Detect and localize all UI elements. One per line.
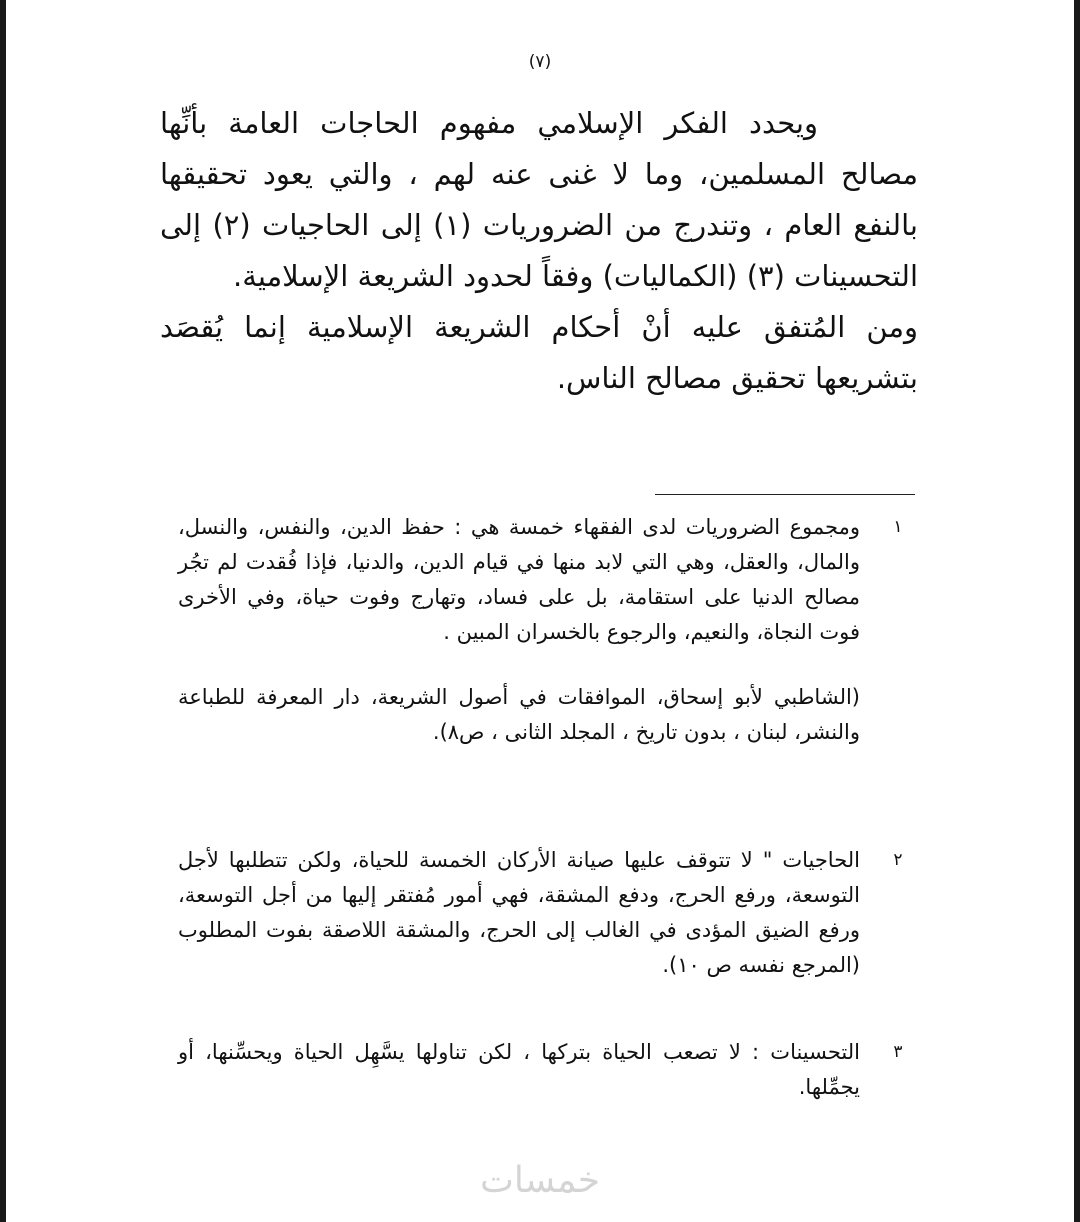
- footnote-text: الحاجيات " لا تتوقف عليها صيانة الأركان الخمسة للحياة، ولكن تتطلبها لأجل التوسعة، ورفع الحرج، ودفع المشقة، فهي أمور مُفتقر إليها من أجل التوسعة، ورفع الضيق المؤدى في الغالب إلى الحرج، والمشقة اللاصقة بفوت المطلوب (المرجع نفسه ص ١٠).: [178, 848, 860, 977]
- main-paragraph: ومن المُتفق عليه أنْ أحكام الشريعة الإسلامية إنما يُقصَد بتشريعها تحقيق مصالح الناس.: [160, 310, 918, 395]
- footnote-body: [178, 510, 860, 750]
- footnote-text: التحسينات : لا تصعب الحياة بتركها ، لكن تناولها يسَّهِل الحياة ويحسِّنها، أو يجمِّلها.: [178, 1040, 860, 1099]
- footnote-body: [178, 843, 860, 983]
- footnote-number: ٣: [893, 1042, 903, 1062]
- footnote-number: ٢: [893, 850, 903, 870]
- footnote-citation: (الشاطبي لأبو إسحاق، الموافقات في أصول الشريعة، دار المعرفة للطباعة والنشر، لبنان ، بدون تاريخ ، المجلد الثانى ، ص٨).: [178, 685, 860, 744]
- footnote-2: [178, 843, 918, 983]
- watermark: خمسات: [479, 1160, 601, 1201]
- footnote-separator: [655, 494, 915, 495]
- page-number: (٧): [528, 52, 552, 72]
- main-paragraph: ويحدد الفكر الإسلامي مفهوم الحاجات العامة بأنِّها مصالح المسلمين، وما لا غنى عنه لهم ، والتي يعود تحقيقها بالنفع العام ، وتندرج من الضروريات (١) إلى الحاجيات (٢) إلى التحسينات (٣) (الكماليات) وفقاً لحدود الشريعة الإسلامية.: [160, 106, 918, 293]
- main-body-text: [160, 98, 918, 404]
- footnote-body: [178, 1035, 860, 1105]
- footnote-number: ١: [893, 517, 903, 537]
- left-edge-shadow: [0, 0, 6, 1222]
- footnote-3: [178, 1035, 918, 1105]
- footnote-text: ومجموع الضروريات لدى الفقهاء خمسة هي : حفظ الدين، والنفس، والنسل، والمال، والعقل، وهي التي لابد منها في قيام الدين، والدنيا، فإذا فُقدت لم تجُر مصالح الدنيا على استقامة، بل على فساد، وتهارج وفوت حياة، وفي الأخرى فوت النجاة، والنعيم، والرجوع بالخسران المبين .: [178, 515, 860, 644]
- footnote-1: [178, 510, 918, 750]
- right-edge-shadow: [1074, 0, 1080, 1222]
